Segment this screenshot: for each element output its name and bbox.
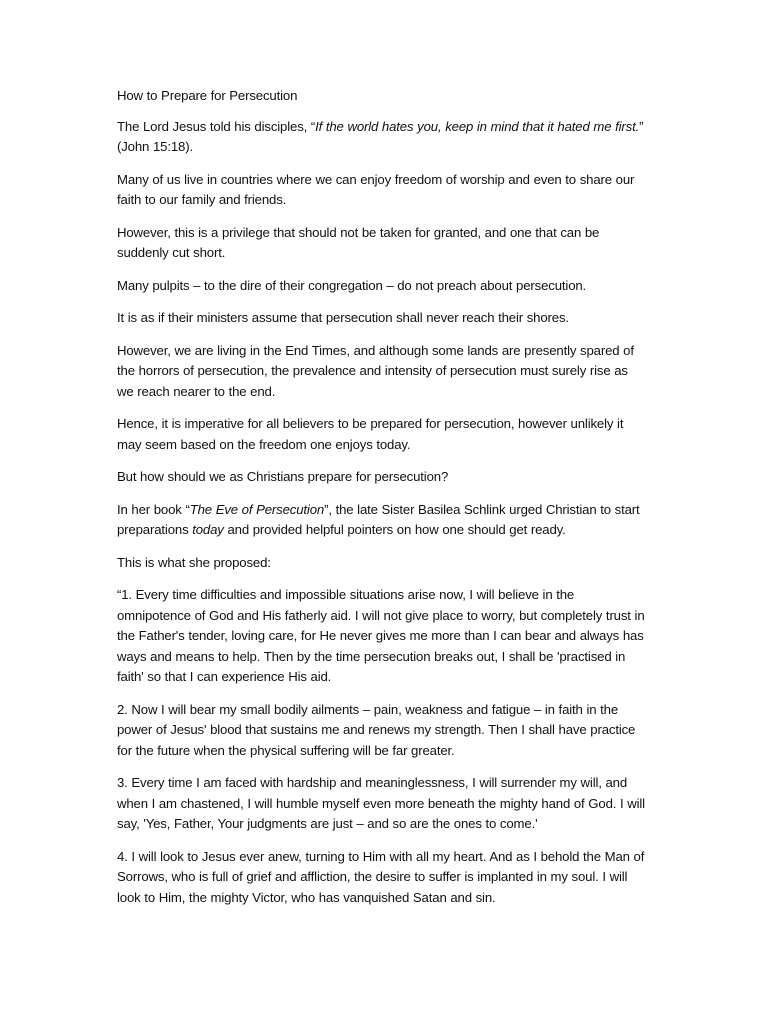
paragraph-text: The Lord Jesus told his disciples, “ bbox=[117, 118, 316, 134]
paragraph-text: ”, the late Sister Basilea Schlink urged Christian to start preparations bbox=[117, 501, 640, 537]
paragraph-text: In her book “ bbox=[117, 501, 190, 517]
scripture-reference: ” (John 15:18). bbox=[117, 118, 644, 154]
paragraph-pulpits: Many pulpits – to the dire of their congregation – do not preach about persecution. bbox=[117, 277, 587, 293]
list-item-3: 3. Every time I am faced with hardship and meaninglessness, I will surrender my will, and when I am chastened, I will humble myself even more beneath the mighty hand of God. I will say, 'Yes, Father, Your judgments are just – and so are the ones to come.' bbox=[117, 775, 645, 831]
list-item-4: 4. I will look to Jesus ever anew, turning to Him with all my heart. And as I behold the Man of Sorrows, who is full of grief and affliction, the desire to suffer is implanted in my soul. I will look to Him, the mighty Victor, who has vanquished Satan and sin. bbox=[117, 848, 645, 905]
paragraph-privilege: However, this is a privilege that should not be taken for granted, and one that can be suddenly cut short. bbox=[117, 224, 600, 260]
book-title: The Eve of Persecution bbox=[189, 501, 325, 517]
paragraph-proposal-intro: This is what she proposed: bbox=[117, 554, 271, 570]
paragraph-imperative: Hence, it is imperative for all believers to be prepared for persecution, however unlikely it may seem based on the freedom one enjoys today. bbox=[117, 416, 624, 452]
scripture-quote: If the world hates you, keep in mind that it hated me first. bbox=[315, 118, 640, 134]
paragraph-text: and provided helpful pointers on how one should get ready. bbox=[223, 522, 566, 537]
paragraph-end-times: However, we are living in the End Times, and although some lands are presently spared of the horrors of persecution, the prevalence and intensity of persecution must surely rise as we reach nearer to the end. bbox=[117, 342, 634, 399]
list-item-1: “1. Every time difficulties and impossible situations arise now, I will believe in the omnipotence of God and His fatherly aid. I will not give place to worry, but completely trust in the Father's tender, loving care, for He never gives me more than I can bear and always has ways and means to help. Then by the time persecution breaks out, I shall be 'practised in faith' so that I can experience His aid. bbox=[117, 587, 645, 684]
document-body bbox=[117, 86, 647, 920]
document-title: How to Prepare for Persecution bbox=[117, 88, 298, 103]
paragraph-freedom: Many of us live in countries where we can enjoy freedom of worship and even to share our faith to our family and friends. bbox=[117, 171, 635, 207]
paragraph-ministers: It is as if their ministers assume that persecution shall never reach their shores. bbox=[117, 310, 569, 325]
paragraph-john-quote bbox=[117, 117, 647, 158]
list-item-2: 2. Now I will bear my small bodily ailments – pain, weakness and fatigue – in faith in the power of Jesus' blood that sustains me and renews my strength. Then I shall have practice for the future when the physical suffering will be far greater. bbox=[117, 701, 636, 758]
paragraph-book bbox=[117, 500, 647, 541]
emphasis-today: today bbox=[192, 522, 224, 537]
paragraph-question: But how should we as Christians prepare for persecution? bbox=[117, 469, 449, 484]
